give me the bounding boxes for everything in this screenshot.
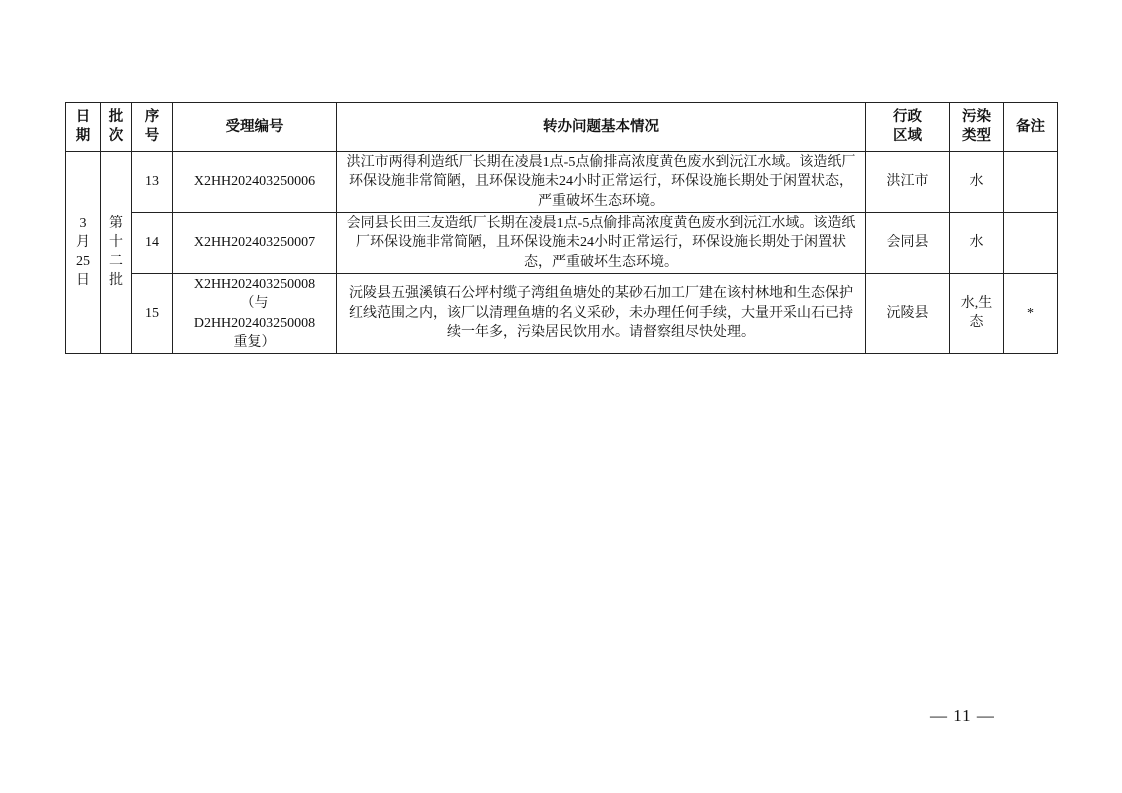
code-duplicate-note-open: （与 <box>240 296 269 311</box>
code-cell <box>173 274 337 354</box>
pollution-cell: 水 <box>950 213 1004 274</box>
seq-cell: 13 <box>132 152 173 213</box>
transfer-issues-table <box>65 102 1058 354</box>
pollution-cell: 水 <box>950 152 1004 213</box>
seq-cell: 14 <box>132 213 173 274</box>
code-duplicate-ref: D2HH202403250008 <box>193 315 316 331</box>
table-row <box>66 152 1058 213</box>
header-row <box>66 103 1058 152</box>
desc-cell: 沅陵县五强溪镇石公坪村缆子湾组鱼塘处的某砂石加工厂建在该村林地和生态保护红线范围之内，该厂以清理鱼塘的名义采砂，未办理任何手续，大量开采山石已持续一年多，污染居民饮用水。请督察组尽快处理。 <box>337 274 866 354</box>
code-value: X2HH202403250008 <box>193 276 316 292</box>
note-cell <box>1004 152 1058 213</box>
region-cell: 会同县 <box>866 213 950 274</box>
page-number: — 11 — <box>930 706 995 725</box>
note-cell <box>1004 213 1058 274</box>
header-date: 日期 <box>66 103 101 152</box>
note-cell: * <box>1004 274 1058 354</box>
code-cell: X2HH202403250007 <box>173 213 337 274</box>
header-note: 备注 <box>1004 103 1058 152</box>
table-row <box>66 213 1058 274</box>
header-code: 受理编号 <box>173 103 337 152</box>
table-row <box>66 274 1058 354</box>
batch-cell: 第十二批 <box>101 152 132 354</box>
header-pollution: 污染类型 <box>950 103 1004 152</box>
header-desc: 转办问题基本情况 <box>337 103 866 152</box>
desc-cell: 洪江市两得利造纸厂长期在凌晨1点-5点偷排高浓度黄色废水到沅江水域。该造纸厂环保设施非常简陋，且环保设施未24小时正常运行，环保设施长期处于闲置状态，严重破坏生态环境。 <box>337 152 866 213</box>
header-region: 行政区域 <box>866 103 950 152</box>
pollution-cell: 水,生态 <box>950 274 1004 354</box>
code-duplicate-note-close: 重复） <box>233 335 276 350</box>
header-batch: 批次 <box>101 103 132 152</box>
seq-cell: 15 <box>132 274 173 354</box>
desc-cell: 会同县长田三友造纸厂长期在凌晨1点-5点偷排高浓度黄色废水到沅江水域。该造纸厂环保设施非常简陋，且环保设施未24小时正常运行，环保设施长期处于闲置状态，严重破坏生态环境。 <box>337 213 866 274</box>
region-cell: 沅陵县 <box>866 274 950 354</box>
date-cell: 3月25日 <box>66 152 101 354</box>
header-seq: 序号 <box>132 103 173 152</box>
region-cell: 洪江市 <box>866 152 950 213</box>
code-cell: X2HH202403250006 <box>173 152 337 213</box>
